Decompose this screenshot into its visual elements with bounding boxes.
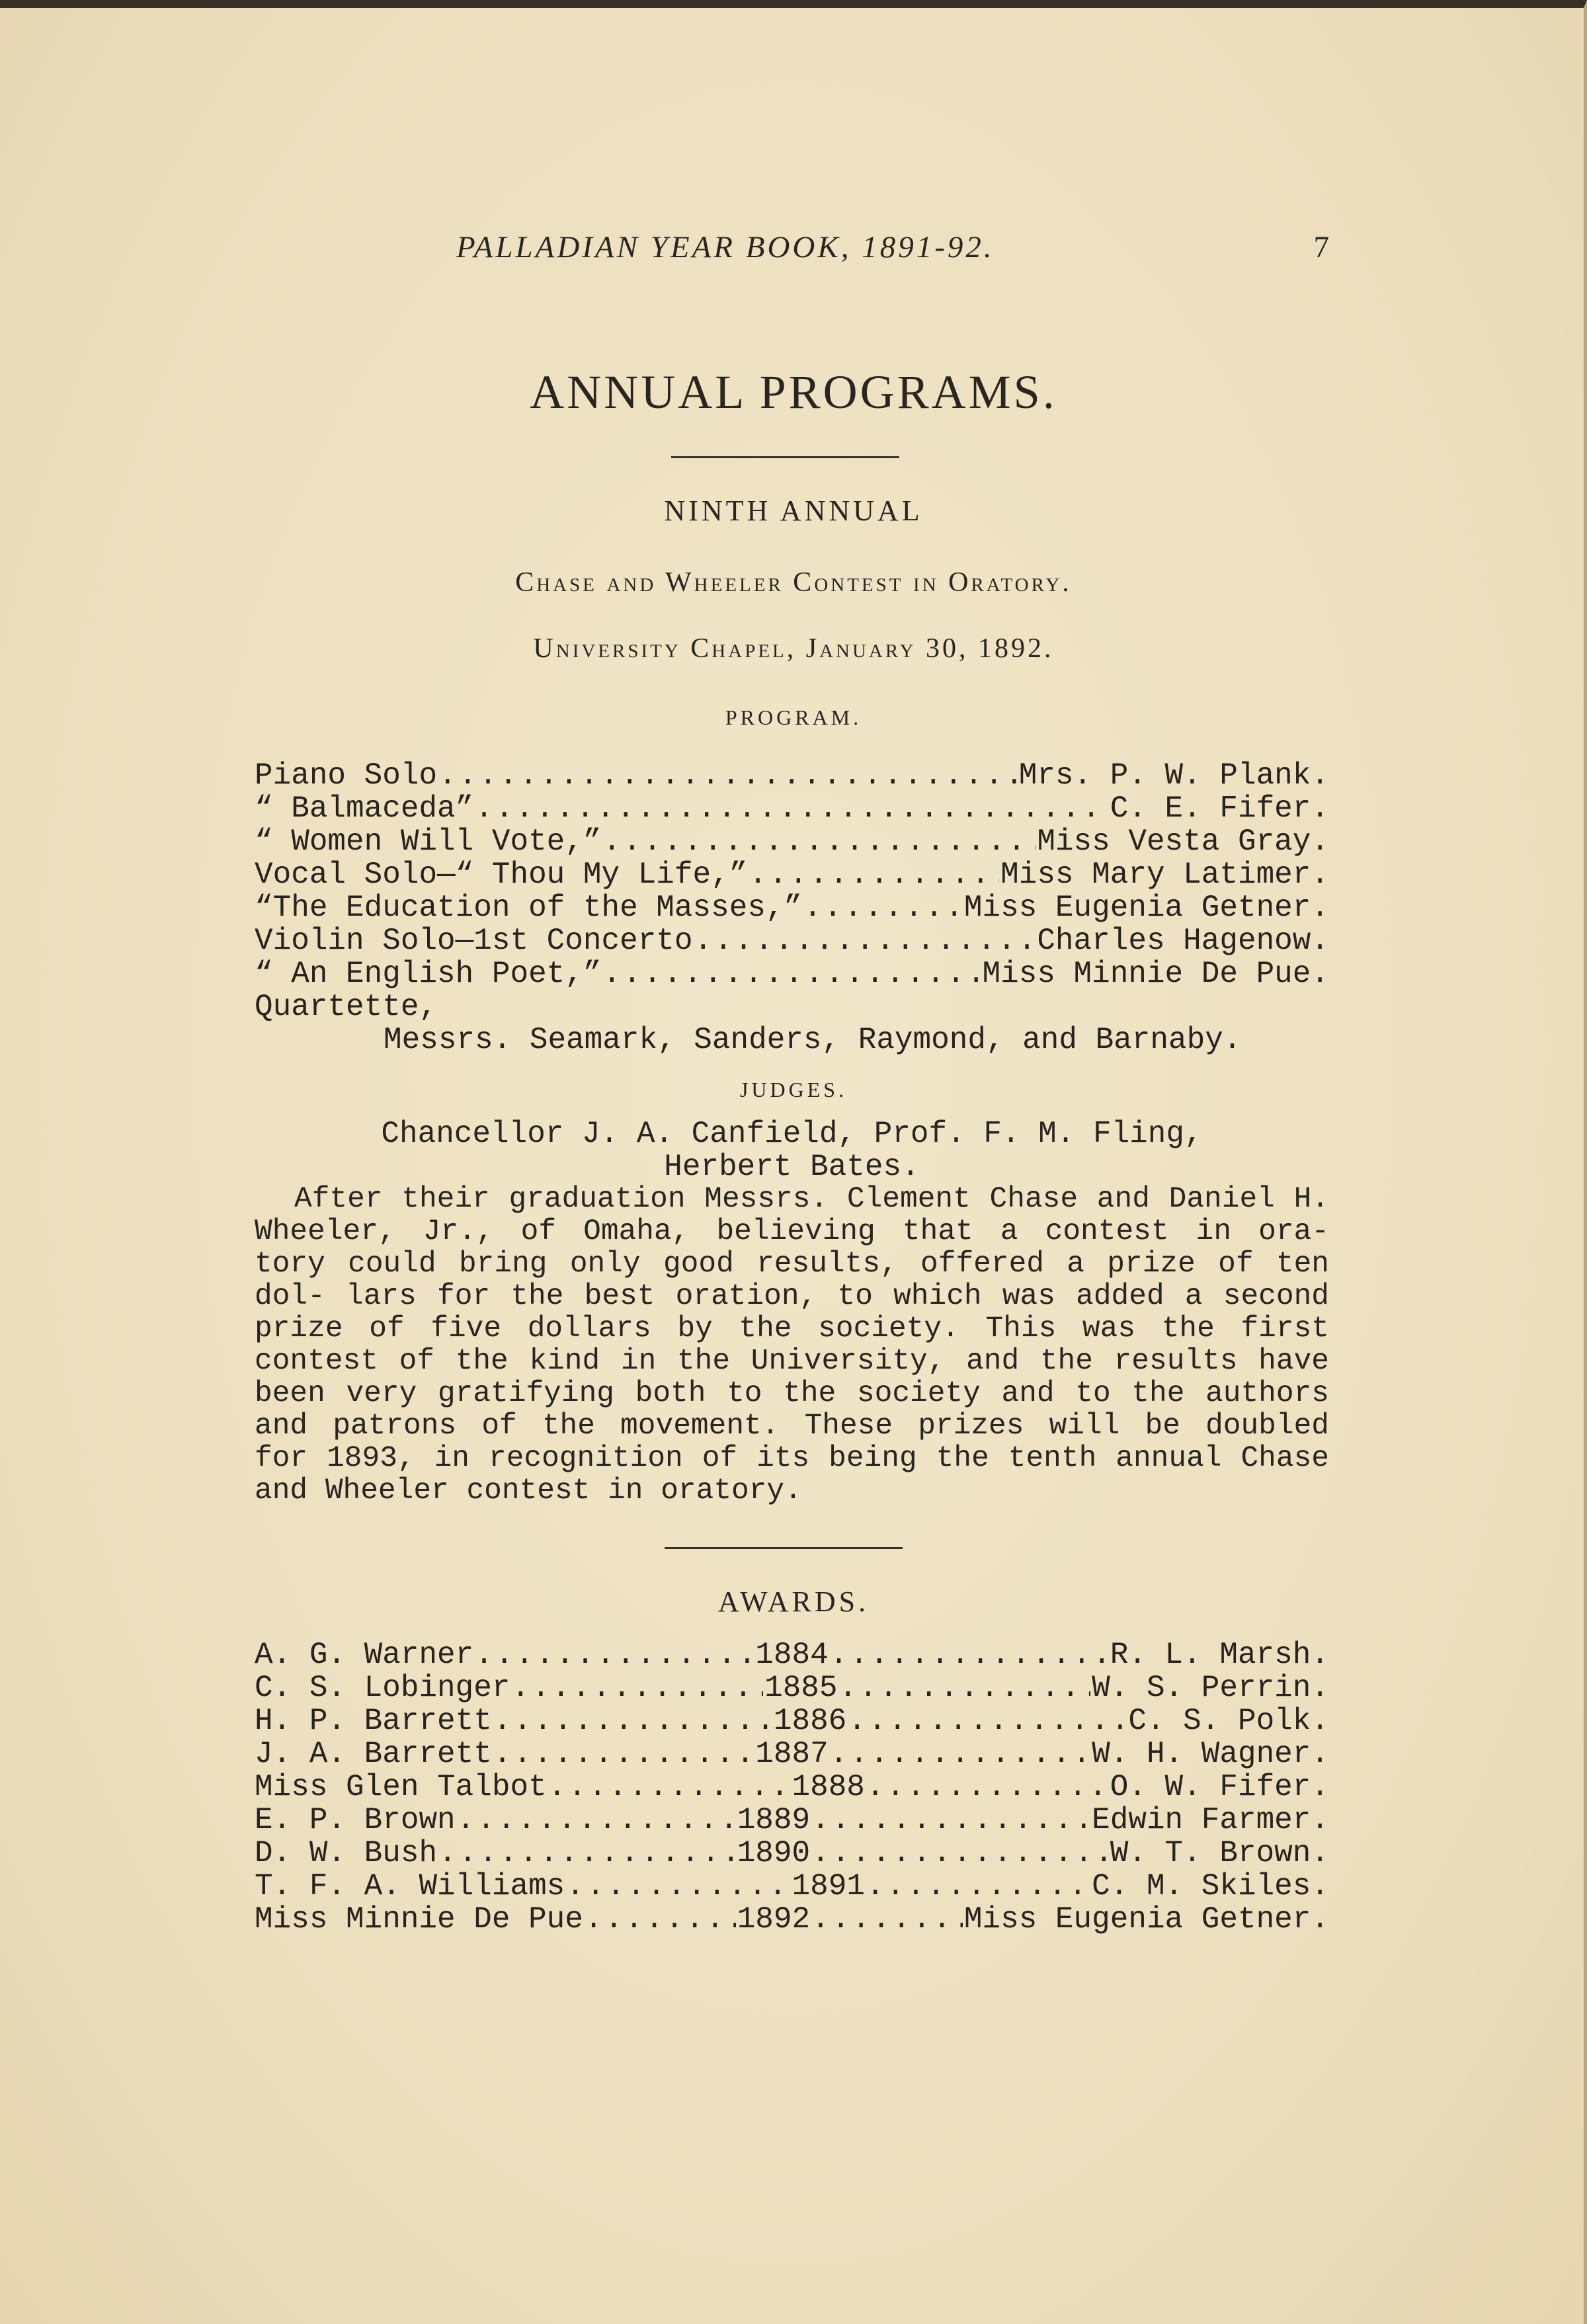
dot-leader: [493, 1704, 772, 1738]
program-row: [255, 924, 1329, 957]
paragraph-line: lars for the best oration, to which was added a second prize: [255, 1280, 1329, 1345]
second-prize-winner: W. T. Brown.: [1110, 1836, 1329, 1870]
history-paragraph: [255, 1183, 1329, 1507]
dot-leader: [438, 1836, 736, 1870]
program-row: [255, 957, 1329, 990]
award-year: 1886: [773, 1704, 847, 1738]
program-item: “The Education of the Masses,”: [255, 891, 803, 925]
page-number: 7: [1313, 230, 1329, 264]
judges-line-1: Chancellor J. A. Canfield, Prof. F. M. Fling,: [381, 1117, 1203, 1151]
second-prize-winner: O. W. Fifer.: [1110, 1770, 1329, 1804]
ninth-annual-heading: NINTH ANNUAL: [664, 495, 923, 527]
award-year: 1885: [764, 1671, 838, 1705]
program-item: “ An English Poet,”: [255, 957, 602, 991]
second-prize-winner: W. S. Perrin.: [1092, 1671, 1329, 1705]
award-year: 1892: [737, 1902, 811, 1937]
paragraph-line: gratifying both to the society and to the authors and patrons: [255, 1377, 1330, 1443]
program-row: [255, 758, 1329, 791]
dot-leader: [866, 1770, 1109, 1804]
awards-row: [255, 1704, 1329, 1737]
paragraph-line: recognition of its being the tenth annual Chase and Wheeler: [255, 1442, 1329, 1507]
divider-rule: [671, 456, 899, 458]
dot-leader: [803, 891, 963, 925]
program-performer: Miss Minnie De Pue.: [982, 957, 1329, 991]
second-prize-winner: W. H. Wagner.: [1092, 1737, 1329, 1771]
first-prize-winner: Miss Minnie De Pue: [255, 1902, 583, 1937]
awards-row: [255, 1869, 1329, 1902]
judges-heading: JUDGES.: [739, 1078, 848, 1102]
dot-leader: [603, 824, 1036, 859]
paragraph-line: contest in oratory.: [466, 1474, 802, 1507]
program-row: [255, 858, 1329, 891]
program-heading: PROGRAM.: [725, 705, 862, 729]
dot-leader: [475, 791, 1108, 826]
first-prize-winner: T. F. A. Williams: [255, 1869, 565, 1903]
dot-leader: [475, 1638, 754, 1672]
first-prize-winner: A. G. Warner: [255, 1638, 474, 1672]
awards-table: [255, 1638, 1329, 1935]
program-performer: Miss Vesta Gray.: [1037, 824, 1329, 859]
first-prize-winner: H. P. Barrett: [255, 1704, 492, 1738]
awards-row: [255, 1671, 1329, 1704]
program-item: Piano Solo: [255, 758, 438, 793]
program-item: Violin Solo—1st Concerto: [255, 924, 693, 958]
first-prize-winner: C. S. Lobinger: [255, 1671, 510, 1705]
program-item: Vocal Solo—“ Thou My Life,”: [255, 858, 748, 892]
second-prize-winner: Edwin Farmer.: [1092, 1803, 1329, 1837]
program-row: [255, 824, 1329, 858]
running-title: PALLADIAN YEAR BOOK, 1891-92.: [456, 230, 995, 264]
program-performer: Miss Mary Latimer.: [1000, 858, 1329, 892]
dot-leader: [811, 1836, 1109, 1870]
first-prize-winner: E. P. Brown: [255, 1803, 456, 1837]
awards-heading: AWARDS.: [717, 1585, 870, 1618]
dot-leader: [585, 1902, 736, 1937]
program-list: [255, 758, 1329, 1056]
dot-leader: [848, 1704, 1127, 1738]
awards-row: [255, 1836, 1329, 1869]
second-prize-winner: C. M. Skiles.: [1092, 1869, 1329, 1903]
program-performer: C. E. Fifer.: [1110, 791, 1329, 826]
awards-row: [255, 1770, 1329, 1803]
paragraph-line: tory could bring only good results, offered a prize of ten dol-: [255, 1248, 1329, 1313]
dot-leader: [830, 1638, 1109, 1672]
paragraph-line: of five dollars by the society. This was the first contest of: [255, 1312, 1329, 1378]
program-performer: Charles Hagenow.: [1037, 924, 1329, 958]
dot-leader: [811, 1902, 963, 1937]
paragraph-line: H. Wheeler, Jr., of Omaha, believing that a contest in ora-: [255, 1183, 1329, 1248]
first-prize-winner: Miss Glen Talbot: [255, 1770, 547, 1804]
awards-row: [255, 1638, 1329, 1671]
dot-leader: [603, 957, 981, 991]
contest-title: Chase and Wheeler Contest in Oratory.: [515, 567, 1072, 598]
quartette-members: Messrs. Seamark, Sanders, Raymond, and Barnaby.: [384, 1023, 1242, 1057]
dot-leader: [566, 1869, 790, 1903]
award-year: 1884: [755, 1638, 829, 1672]
program-row: [255, 891, 1329, 924]
award-year: 1888: [792, 1770, 865, 1804]
paragraph-line: of the movement. These prizes will be doubled for 1893, in: [255, 1410, 1329, 1475]
dot-leader: [866, 1869, 1090, 1903]
running-header: [456, 229, 1329, 276]
dot-leader: [493, 1737, 754, 1771]
dot-leader: [811, 1803, 1090, 1837]
dot-leader: [830, 1737, 1090, 1771]
program-item: “ Women Will Vote,”: [255, 824, 602, 859]
program-performer: Mrs. P. W. Plank.: [1018, 758, 1329, 793]
awards-row: [255, 1902, 1329, 1935]
award-year: 1889: [737, 1803, 811, 1837]
award-year: 1887: [755, 1737, 829, 1771]
award-year: 1890: [737, 1836, 811, 1870]
judges-line-2: Herbert Bates.: [664, 1150, 920, 1184]
contest-venue-date: University Chapel, January 30, 1892.: [533, 633, 1054, 664]
dot-leader: [839, 1671, 1091, 1705]
second-prize-winner: R. L. Marsh.: [1110, 1638, 1329, 1672]
dot-leader: [457, 1803, 736, 1837]
dot-leader: [511, 1671, 763, 1705]
quartette-label: Quartette,: [255, 990, 438, 1024]
dot-leader: [548, 1770, 791, 1804]
dot-leader: [438, 758, 1018, 793]
second-prize-winner: C. S. Polk.: [1128, 1704, 1329, 1738]
program-row: [255, 791, 1329, 824]
awards-row: [255, 1803, 1329, 1836]
judges-list: [255, 1117, 1329, 1183]
divider-rule: [665, 1547, 903, 1549]
page-heading: ANNUAL PROGRAMS.: [530, 366, 1057, 419]
dot-leader: [694, 924, 1036, 958]
first-prize-winner: J. A. Barrett: [255, 1737, 492, 1771]
second-prize-winner: Miss Eugenia Getner.: [963, 1902, 1329, 1937]
first-prize-winner: D. W. Bush: [255, 1836, 438, 1870]
paragraph-line: the kind in the University, and the results have been very: [255, 1345, 1329, 1410]
awards-row: [255, 1737, 1329, 1770]
program-performer: Miss Eugenia Getner.: [963, 891, 1329, 925]
award-year: 1891: [792, 1869, 865, 1903]
program-item: “ Balmaceda”: [255, 791, 474, 826]
dot-leader: [749, 858, 999, 892]
paragraph-line: After their graduation Messrs. Clement Chase and Daniel: [294, 1183, 1294, 1216]
